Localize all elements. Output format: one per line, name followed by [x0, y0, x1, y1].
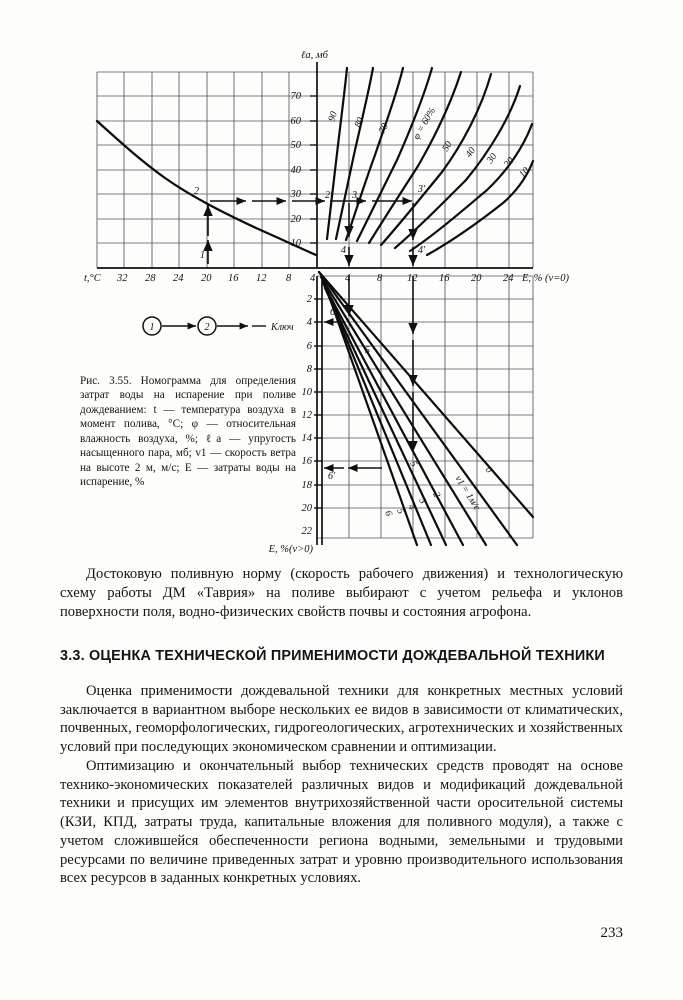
temp-tick: 24: [173, 273, 184, 284]
key-label: Ключ: [271, 322, 294, 333]
humidity-label-10: 10: [517, 165, 532, 181]
wind-label-2: 2: [430, 490, 443, 500]
humidity-label-90: 90: [326, 110, 340, 123]
ea-tick: 70: [290, 91, 301, 102]
marker-3p: 3': [418, 184, 426, 195]
marker-3: 3: [352, 190, 357, 201]
marker-2: 2: [194, 186, 199, 197]
marker-4p: 4': [418, 245, 426, 256]
key-node-2-label: 2: [204, 322, 210, 333]
wind-label-6: 6: [382, 509, 395, 518]
e-v0-tick: 4: [345, 273, 351, 284]
paragraph-2: Оценка применимости дождевальной техники для конкретных местных условий заключается в вариантном выборе нескольких ее видов в зависимости от климатических, почвенных, геоморфологических, гидрогеологических, агротехнических и хозяйственных условий при последующих экономическом сравнении и оптимизации.: [60, 682, 623, 756]
temp-axis-ticks: [84, 273, 316, 284]
humidity-label-80: 80: [352, 115, 367, 130]
e-vgt0-tick: 8: [306, 364, 312, 375]
upper-right-grid: [317, 72, 533, 268]
temp-tick: 20: [201, 273, 212, 284]
e-vgt0-tick: 6: [306, 341, 312, 352]
temp-tick: 8: [286, 273, 292, 284]
e-vgt0-tick: 10: [301, 387, 312, 398]
e-vgt0-axis-label: E, %(v>0): [268, 544, 313, 555]
ea-axis-label: ℓa, мб: [301, 50, 328, 61]
humidity-label-50: 50: [440, 139, 455, 154]
wind-label-4: 4: [405, 502, 418, 512]
paragraph-3: Оптимизацию и окончательный выбор технических средств проводят на основе технико-экономических показателей различных видов и модификаций дождевальной техники и присущих им элементов внутрихозяйственной части оросительной системы (КЗИ, КПД, затраты труда, капитальные вложения для поливного модуля), а также с учетом сложившейся обеспеченности региона водными, земельными и трудовыми ресурсами по величине приведенных затрат и уровню производительного использования всех ресурсов в заданных конкретных условиях.: [60, 757, 623, 887]
body-text: [60, 565, 623, 888]
e-v0-axis-label: E, % (v=0): [522, 273, 570, 284]
temp-tick: 4: [310, 273, 316, 284]
e-v0-axis-ticks: [345, 273, 570, 284]
e-vgt0-tick: 22: [301, 526, 312, 537]
wind-label-1: v1 = 1м/с: [452, 473, 483, 513]
marker-2p: 2': [325, 190, 333, 201]
temp-tick: 12: [256, 273, 267, 284]
humidity-label-70: 70: [376, 121, 391, 136]
temp-tick: 32: [117, 273, 128, 284]
e-vgt0-tick: 20: [301, 503, 312, 514]
marker-6p: 6': [328, 471, 336, 482]
caption-title: Номограмма для определения затрат воды на испарение при поливе дождеванием:: [80, 375, 296, 416]
marker-6: 6: [330, 307, 335, 318]
key-node-1-label: 1: [149, 322, 155, 333]
wind-label-5-inner: 5: [407, 459, 420, 469]
e-vgt0-tick: 16: [301, 456, 312, 467]
page-number: 233: [600, 925, 623, 941]
figure-caption: [80, 374, 296, 490]
wind-label-3: 3: [416, 496, 429, 506]
wind-label-5: 5: [394, 507, 407, 516]
marker-4: 4: [341, 245, 346, 256]
temp-tick: 16: [228, 273, 239, 284]
e-v0-tick: 16: [439, 273, 450, 284]
humidity-label-60-phi: φ = 60%: [411, 105, 439, 142]
saturation-curve: [97, 121, 316, 255]
temp-tick: 28: [145, 273, 156, 284]
e-v0-tick: 20: [471, 273, 482, 284]
caption-legend: t — температура воздуха в момент полива, °С; φ — относительная влажность воздуха, %; ℓa — упругость насыщенного пара, мб; v1 — скорость ветра на высоте 2 м, м/с; E — затраты воды на испарение, %: [80, 403, 297, 489]
ea-tick: 50: [290, 140, 301, 151]
paragraph-1: Достоковую поливную норму (скорость рабочего движения) и технологическую схему работы ДМ «Таврия» на поливе выбирают с учетом рельефа и уклонов поверхности поля, водно-физических свойств почвы и состояния агрофона.: [60, 566, 623, 620]
marker-1: 1: [200, 250, 205, 261]
ea-tick: 20: [290, 214, 301, 225]
upper-left-grid: [97, 72, 317, 268]
key-legend: [143, 317, 294, 335]
temp-axis-label: t,°C: [84, 273, 101, 284]
ea-tick: 10: [290, 238, 301, 249]
wind-label-0: 0: [482, 464, 495, 476]
humidity-label-20: 20: [501, 155, 517, 170]
e-v0-tick: 8: [377, 273, 383, 284]
e-vgt0-tick: 14: [301, 433, 312, 444]
e-v0-tick: 12: [407, 273, 418, 284]
e-vgt0-tick: 12: [301, 410, 312, 421]
ea-tick: 30: [290, 189, 301, 200]
marker-5: 5: [365, 345, 370, 356]
e-vgt0-tick: 2: [306, 294, 312, 305]
wind-correction-lines: [319, 272, 533, 545]
e-v0-tick: 24: [503, 273, 514, 284]
ea-tick: 40: [290, 165, 301, 176]
caption-number: Рис. 3.55.: [80, 375, 132, 387]
section-heading: 3.3. ОЦЕНКА ТЕХНИЧЕСКОЙ ПРИМЕНИМОСТИ ДОЖДЕВАЛЬНОЙ ТЕХНИКИ: [60, 648, 605, 665]
e-vgt0-tick: 18: [301, 480, 312, 491]
humidity-label-40: 40: [463, 145, 479, 160]
humidity-label-30: 30: [484, 151, 500, 166]
e-vgt0-tick: 4: [306, 317, 312, 328]
ea-tick: 60: [290, 116, 301, 127]
